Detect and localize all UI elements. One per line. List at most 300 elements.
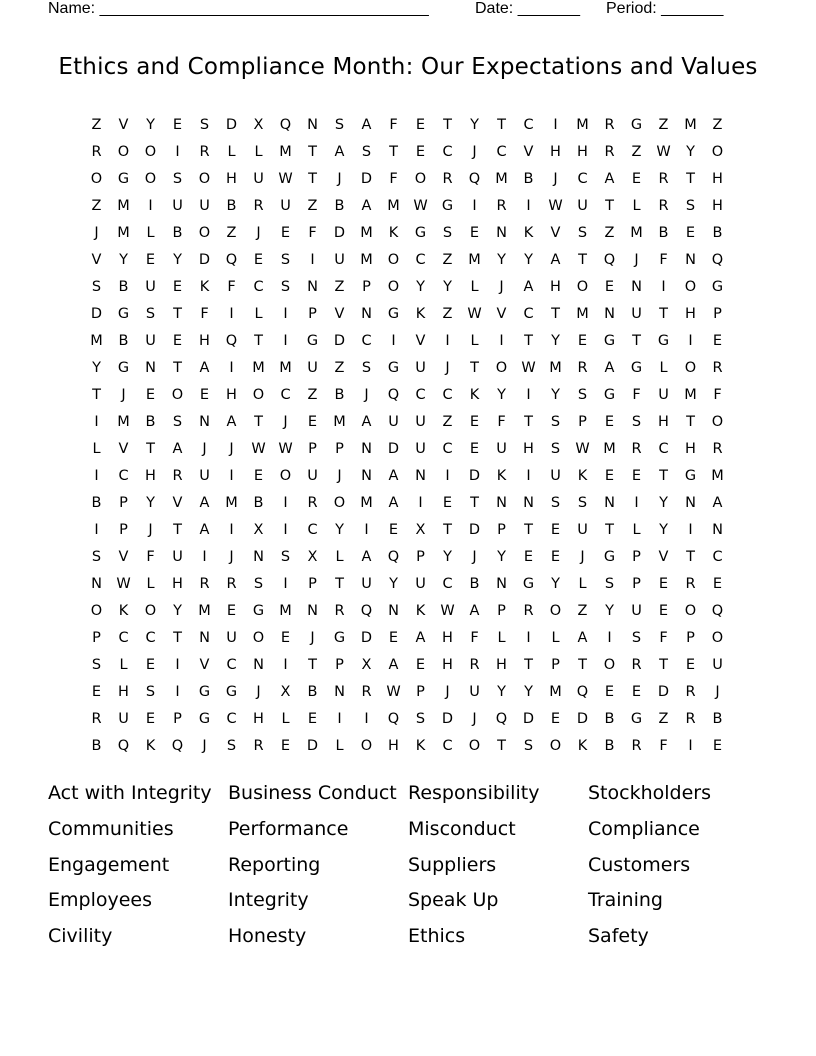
grid-letter[interactable]: I xyxy=(202,549,207,565)
grid-letter[interactable]: Z xyxy=(91,198,102,214)
grid-letter[interactable]: E xyxy=(631,684,642,700)
grid-letter[interactable]: B xyxy=(172,225,183,241)
grid-letter[interactable]: C xyxy=(523,306,534,322)
grid-letter[interactable]: E xyxy=(145,387,156,403)
grid-letter[interactable]: Q xyxy=(576,684,589,700)
grid-letter[interactable]: I xyxy=(229,306,234,322)
grid-letter[interactable]: C xyxy=(658,441,669,457)
grid-letter[interactable]: F xyxy=(200,306,209,322)
grid-letter[interactable]: T xyxy=(92,387,101,403)
grid-letter[interactable]: G xyxy=(333,630,346,646)
grid-letter[interactable]: P xyxy=(308,306,317,322)
grid-letter[interactable]: T xyxy=(389,144,398,160)
grid-letter[interactable]: E xyxy=(172,333,183,349)
grid-letter[interactable]: O xyxy=(684,603,697,619)
grid-letter[interactable]: O xyxy=(711,144,724,160)
grid-letter[interactable]: R xyxy=(496,198,507,214)
grid-letter[interactable]: A xyxy=(712,495,723,511)
grid-letter[interactable]: K xyxy=(523,225,534,241)
grid-letter[interactable]: N xyxy=(415,468,426,484)
grid-letter[interactable]: V xyxy=(118,441,129,457)
grid-letter[interactable]: O xyxy=(279,468,292,484)
grid-letter[interactable]: N xyxy=(91,576,102,592)
grid-letter[interactable]: I xyxy=(472,198,477,214)
grid-letter[interactable]: R xyxy=(685,684,696,700)
grid-letter[interactable]: P xyxy=(551,657,560,673)
grid-letter[interactable]: M xyxy=(117,414,130,430)
grid-letter[interactable]: P xyxy=(173,711,182,727)
grid-letter[interactable]: U xyxy=(199,468,210,484)
grid-letter[interactable]: M xyxy=(549,684,562,700)
grid-letter[interactable]: Y xyxy=(659,522,668,538)
grid-letter[interactable]: Q xyxy=(225,252,238,268)
grid-letter[interactable]: S xyxy=(577,225,588,241)
grid-letter[interactable]: O xyxy=(90,603,103,619)
grid-letter[interactable]: R xyxy=(172,468,183,484)
grid-letter[interactable]: L xyxy=(497,630,506,646)
grid-letter[interactable]: O xyxy=(684,360,697,376)
grid-letter[interactable]: P xyxy=(686,630,695,646)
grid-letter[interactable]: E xyxy=(307,711,318,727)
grid-letter[interactable]: P xyxy=(119,522,128,538)
grid-letter[interactable]: N xyxy=(307,603,318,619)
grid-letter[interactable]: Y xyxy=(146,495,155,511)
grid-letter[interactable]: D xyxy=(387,441,400,457)
grid-letter[interactable]: J xyxy=(445,360,450,376)
grid-letter[interactable]: I xyxy=(364,522,369,538)
grid-letter[interactable]: P xyxy=(497,522,506,538)
grid-letter[interactable]: S xyxy=(334,117,345,133)
grid-letter[interactable]: I xyxy=(526,387,531,403)
grid-letter[interactable]: O xyxy=(198,225,211,241)
grid-letter[interactable]: T xyxy=(308,171,317,187)
grid-letter[interactable]: W xyxy=(521,360,536,376)
grid-letter[interactable]: M xyxy=(603,441,616,457)
grid-letter[interactable]: C xyxy=(442,387,453,403)
grid-letter[interactable]: H xyxy=(145,468,156,484)
grid-letter[interactable]: J xyxy=(310,630,315,646)
grid-letter[interactable]: T xyxy=(524,333,533,349)
grid-letter[interactable]: C xyxy=(496,144,507,160)
grid-letter[interactable]: T xyxy=(254,333,263,349)
grid-letter[interactable]: S xyxy=(442,225,453,241)
grid-letter[interactable]: Z xyxy=(658,711,669,727)
grid-letter[interactable]: T xyxy=(578,657,587,673)
grid-letter[interactable]: J xyxy=(337,468,342,484)
grid-letter[interactable]: F xyxy=(713,387,722,403)
grid-letter[interactable]: E xyxy=(550,549,561,565)
grid-letter[interactable]: T xyxy=(659,657,668,673)
grid-letter[interactable]: H xyxy=(685,306,696,322)
grid-letter[interactable]: N xyxy=(523,495,534,511)
grid-letter[interactable]: M xyxy=(684,387,697,403)
grid-letter[interactable]: I xyxy=(175,657,180,673)
grid-letter[interactable]: H xyxy=(199,333,210,349)
grid-letter[interactable]: H xyxy=(226,171,237,187)
grid-letter[interactable]: A xyxy=(415,630,426,646)
grid-letter[interactable]: I xyxy=(283,306,288,322)
grid-letter[interactable]: G xyxy=(657,333,670,349)
grid-letter[interactable]: K xyxy=(415,603,426,619)
grid-letter[interactable]: N xyxy=(307,117,318,133)
grid-letter[interactable]: E xyxy=(172,117,183,133)
grid-letter[interactable]: D xyxy=(360,171,373,187)
grid-letter[interactable]: M xyxy=(630,225,643,241)
grid-letter[interactable]: Q xyxy=(279,117,292,133)
grid-letter[interactable]: A xyxy=(604,360,615,376)
grid-letter[interactable]: N xyxy=(496,495,507,511)
grid-letter[interactable]: R xyxy=(334,603,345,619)
grid-letter[interactable]: O xyxy=(252,630,265,646)
grid-letter[interactable]: E xyxy=(550,522,561,538)
grid-letter[interactable]: C xyxy=(253,279,264,295)
grid-letter[interactable]: G xyxy=(117,360,130,376)
grid-letter[interactable]: D xyxy=(441,711,454,727)
grid-letter[interactable]: S xyxy=(577,387,588,403)
grid-letter[interactable]: J xyxy=(256,684,261,700)
grid-letter[interactable]: A xyxy=(388,495,399,511)
grid-letter[interactable]: O xyxy=(549,603,562,619)
grid-letter[interactable]: L xyxy=(470,279,479,295)
grid-letter[interactable]: D xyxy=(90,306,103,322)
grid-letter[interactable]: Y xyxy=(524,684,533,700)
grid-letter[interactable]: A xyxy=(334,144,345,160)
grid-letter[interactable]: L xyxy=(254,144,263,160)
grid-letter[interactable]: P xyxy=(308,576,317,592)
grid-letter[interactable]: Y xyxy=(497,387,506,403)
grid-letter[interactable]: L xyxy=(659,360,668,376)
grid-letter[interactable]: E xyxy=(226,603,237,619)
grid-letter[interactable]: F xyxy=(659,738,668,754)
grid-letter[interactable]: G xyxy=(387,360,400,376)
grid-letter[interactable]: J xyxy=(229,549,234,565)
grid-letter[interactable]: W xyxy=(278,441,293,457)
grid-letter[interactable]: A xyxy=(361,198,372,214)
grid-letter[interactable]: C xyxy=(415,387,426,403)
grid-letter[interactable]: S xyxy=(361,144,372,160)
grid-letter[interactable]: T xyxy=(524,522,533,538)
grid-letter[interactable]: X xyxy=(415,522,426,538)
grid-letter[interactable]: O xyxy=(117,144,130,160)
grid-letter[interactable]: P xyxy=(308,441,317,457)
grid-letter[interactable]: G xyxy=(225,684,238,700)
grid-letter[interactable]: L xyxy=(632,522,641,538)
grid-letter[interactable]: G xyxy=(630,117,643,133)
grid-letter[interactable]: Q xyxy=(468,171,481,187)
grid-letter[interactable]: R xyxy=(253,198,264,214)
grid-letter[interactable]: Y xyxy=(470,117,479,133)
grid-letter[interactable]: B xyxy=(712,711,723,727)
grid-letter[interactable]: U xyxy=(226,630,237,646)
grid-letter[interactable]: L xyxy=(227,144,236,160)
grid-letter[interactable]: E xyxy=(469,225,480,241)
grid-letter[interactable]: T xyxy=(659,306,668,322)
grid-letter[interactable]: K xyxy=(118,603,129,619)
grid-letter[interactable]: J xyxy=(445,684,450,700)
grid-letter[interactable]: P xyxy=(119,495,128,511)
grid-letter[interactable]: B xyxy=(118,279,129,295)
grid-letter[interactable]: T xyxy=(686,414,695,430)
grid-letter[interactable]: A xyxy=(361,549,372,565)
grid-letter[interactable]: S xyxy=(145,306,156,322)
grid-letter[interactable]: R xyxy=(685,711,696,727)
grid-letter[interactable]: U xyxy=(577,522,588,538)
grid-letter[interactable]: Y xyxy=(335,522,344,538)
grid-letter[interactable]: U xyxy=(415,576,426,592)
grid-letter[interactable]: E xyxy=(280,738,291,754)
grid-letter[interactable]: L xyxy=(146,225,155,241)
grid-letter[interactable]: Z xyxy=(334,360,345,376)
grid-letter[interactable]: U xyxy=(280,198,291,214)
grid-letter[interactable]: N xyxy=(496,225,507,241)
grid-letter[interactable]: M xyxy=(279,603,292,619)
grid-letter[interactable]: X xyxy=(361,657,372,673)
grid-letter[interactable]: T xyxy=(470,495,479,511)
grid-letter[interactable]: A xyxy=(199,495,210,511)
grid-letter[interactable]: E xyxy=(145,252,156,268)
grid-letter[interactable]: Q xyxy=(387,387,400,403)
grid-letter[interactable]: U xyxy=(145,333,156,349)
grid-letter[interactable]: D xyxy=(360,630,373,646)
grid-letter[interactable]: P xyxy=(335,441,344,457)
grid-letter[interactable]: R xyxy=(523,603,534,619)
grid-letter[interactable]: L xyxy=(335,549,344,565)
grid-letter[interactable]: R xyxy=(604,144,615,160)
grid-letter[interactable]: Q xyxy=(387,711,400,727)
grid-letter[interactable]: F xyxy=(632,387,641,403)
grid-letter[interactable]: I xyxy=(229,468,234,484)
grid-letter[interactable]: I xyxy=(661,279,666,295)
grid-letter[interactable]: M xyxy=(333,414,346,430)
grid-letter[interactable]: O xyxy=(549,738,562,754)
grid-letter[interactable]: E xyxy=(415,657,426,673)
grid-letter[interactable]: A xyxy=(226,414,237,430)
grid-letter[interactable]: J xyxy=(202,441,207,457)
grid-letter[interactable]: K xyxy=(199,279,210,295)
grid-letter[interactable]: A xyxy=(361,117,372,133)
grid-letter[interactable]: Q xyxy=(603,252,616,268)
grid-letter[interactable]: S xyxy=(550,441,561,457)
grid-letter[interactable]: Y xyxy=(443,279,452,295)
grid-letter[interactable]: N xyxy=(199,630,210,646)
grid-letter[interactable]: U xyxy=(145,279,156,295)
grid-letter[interactable]: S xyxy=(172,414,183,430)
grid-letter[interactable]: C xyxy=(415,252,426,268)
grid-letter[interactable]: A xyxy=(604,171,615,187)
grid-letter[interactable]: E xyxy=(280,225,291,241)
grid-letter[interactable]: E xyxy=(577,333,588,349)
grid-letter[interactable]: O xyxy=(198,171,211,187)
grid-letter[interactable]: S xyxy=(91,549,102,565)
grid-letter[interactable]: R xyxy=(91,144,102,160)
grid-letter[interactable]: R xyxy=(442,171,453,187)
grid-letter[interactable]: H xyxy=(226,387,237,403)
grid-letter[interactable]: W xyxy=(440,603,455,619)
grid-letter[interactable]: N xyxy=(361,441,372,457)
grid-letter[interactable]: N xyxy=(631,279,642,295)
grid-letter[interactable]: E xyxy=(550,711,561,727)
grid-letter[interactable]: B xyxy=(334,198,345,214)
grid-letter[interactable]: E xyxy=(631,468,642,484)
grid-letter[interactable]: D xyxy=(225,117,238,133)
grid-letter[interactable]: B xyxy=(91,495,102,511)
grid-letter[interactable]: O xyxy=(360,738,373,754)
grid-letter[interactable]: A xyxy=(577,630,588,646)
grid-letter[interactable]: U xyxy=(307,468,318,484)
grid-letter[interactable]: K xyxy=(415,738,426,754)
grid-letter[interactable]: D xyxy=(468,522,481,538)
grid-letter[interactable]: W xyxy=(413,198,428,214)
grid-letter[interactable]: W xyxy=(386,684,401,700)
grid-letter[interactable]: I xyxy=(94,522,99,538)
grid-letter[interactable]: S xyxy=(577,495,588,511)
grid-letter[interactable]: M xyxy=(252,360,265,376)
grid-letter[interactable]: L xyxy=(470,333,479,349)
grid-letter[interactable]: R xyxy=(469,657,480,673)
grid-letter[interactable]: Y xyxy=(146,117,155,133)
grid-letter[interactable]: P xyxy=(416,684,425,700)
grid-letter[interactable]: I xyxy=(229,360,234,376)
grid-letter[interactable]: B xyxy=(226,198,237,214)
grid-letter[interactable]: U xyxy=(415,360,426,376)
grid-letter[interactable]: H xyxy=(550,144,561,160)
grid-letter[interactable]: V xyxy=(172,495,183,511)
grid-letter[interactable]: U xyxy=(496,441,507,457)
grid-letter[interactable]: R xyxy=(712,441,723,457)
grid-letter[interactable]: R xyxy=(631,441,642,457)
grid-letter[interactable]: L xyxy=(632,198,641,214)
grid-letter[interactable]: P xyxy=(335,657,344,673)
grid-letter[interactable]: O xyxy=(90,171,103,187)
grid-letter[interactable]: E xyxy=(172,279,183,295)
grid-letter[interactable]: D xyxy=(333,225,346,241)
grid-letter[interactable]: G xyxy=(414,225,427,241)
grid-letter[interactable]: H xyxy=(442,657,453,673)
grid-letter[interactable]: W xyxy=(278,171,293,187)
grid-letter[interactable]: R xyxy=(685,576,696,592)
grid-letter[interactable]: H xyxy=(550,279,561,295)
grid-letter[interactable]: T xyxy=(659,468,668,484)
grid-letter[interactable]: N xyxy=(253,657,264,673)
grid-letter[interactable]: R xyxy=(307,495,318,511)
grid-letter[interactable]: R xyxy=(199,144,210,160)
grid-letter[interactable]: V xyxy=(550,225,561,241)
grid-letter[interactable]: A xyxy=(388,468,399,484)
grid-letter[interactable]: E xyxy=(712,576,723,592)
grid-letter[interactable]: E xyxy=(712,333,723,349)
grid-letter[interactable]: E xyxy=(280,630,291,646)
grid-letter[interactable]: B xyxy=(334,387,345,403)
grid-letter[interactable]: Z xyxy=(442,252,453,268)
grid-letter[interactable]: S xyxy=(415,711,426,727)
grid-letter[interactable]: S xyxy=(631,414,642,430)
grid-letter[interactable]: D xyxy=(198,252,211,268)
grid-letter[interactable]: M xyxy=(711,468,724,484)
grid-letter[interactable]: E xyxy=(712,738,723,754)
grid-letter[interactable]: X xyxy=(253,117,264,133)
grid-letter[interactable]: J xyxy=(715,684,720,700)
grid-letter[interactable]: I xyxy=(364,711,369,727)
grid-letter[interactable]: G xyxy=(603,549,616,565)
grid-letter[interactable]: J xyxy=(472,711,477,727)
grid-letter[interactable]: I xyxy=(688,333,693,349)
grid-letter[interactable]: C xyxy=(280,387,291,403)
grid-letter[interactable]: H xyxy=(712,198,723,214)
grid-letter[interactable]: B xyxy=(307,684,318,700)
grid-letter[interactable]: U xyxy=(172,198,183,214)
grid-letter[interactable]: D xyxy=(576,711,589,727)
grid-letter[interactable]: E xyxy=(253,468,264,484)
grid-letter[interactable]: U xyxy=(361,576,372,592)
grid-letter[interactable]: C xyxy=(118,468,129,484)
grid-letter[interactable]: I xyxy=(526,198,531,214)
grid-letter[interactable]: V xyxy=(199,657,210,673)
grid-letter[interactable]: E xyxy=(685,225,696,241)
grid-letter[interactable]: N xyxy=(361,306,372,322)
grid-letter[interactable]: P xyxy=(632,576,641,592)
grid-letter[interactable]: I xyxy=(445,468,450,484)
grid-letter[interactable]: Z xyxy=(631,144,642,160)
grid-letter[interactable]: M xyxy=(495,171,508,187)
grid-letter[interactable]: K xyxy=(496,468,507,484)
grid-letter[interactable]: F xyxy=(659,252,668,268)
grid-letter[interactable]: Q xyxy=(171,738,184,754)
grid-letter[interactable]: Z xyxy=(712,117,723,133)
grid-letter[interactable]: S xyxy=(145,684,156,700)
grid-letter[interactable]: U xyxy=(577,198,588,214)
grid-letter[interactable]: T xyxy=(605,198,614,214)
grid-letter[interactable]: E xyxy=(604,684,615,700)
grid-letter[interactable]: H xyxy=(577,144,588,160)
grid-letter[interactable]: J xyxy=(229,441,234,457)
grid-letter[interactable]: M xyxy=(576,306,589,322)
grid-letter[interactable]: W xyxy=(548,198,563,214)
grid-letter[interactable]: U xyxy=(712,657,723,673)
grid-letter[interactable]: K xyxy=(469,387,480,403)
grid-letter[interactable]: M xyxy=(576,117,589,133)
grid-letter[interactable]: Y xyxy=(497,549,506,565)
grid-letter[interactable]: C xyxy=(145,630,156,646)
grid-letter[interactable]: Y xyxy=(551,333,560,349)
grid-letter[interactable]: O xyxy=(468,738,481,754)
grid-letter[interactable]: I xyxy=(283,495,288,511)
grid-letter[interactable]: T xyxy=(254,414,263,430)
grid-letter[interactable]: G xyxy=(630,711,643,727)
grid-letter[interactable]: Z xyxy=(334,279,345,295)
grid-letter[interactable]: T xyxy=(470,360,479,376)
grid-letter[interactable]: G xyxy=(684,468,697,484)
grid-letter[interactable]: S xyxy=(199,117,210,133)
grid-letter[interactable]: N xyxy=(307,279,318,295)
grid-letter[interactable]: D xyxy=(468,468,481,484)
grid-letter[interactable]: T xyxy=(524,657,533,673)
grid-letter[interactable]: J xyxy=(472,549,477,565)
grid-letter[interactable]: E xyxy=(415,117,426,133)
grid-letter[interactable]: B xyxy=(712,225,723,241)
grid-letter[interactable]: L xyxy=(578,576,587,592)
grid-letter[interactable]: S xyxy=(226,738,237,754)
grid-letter[interactable]: N xyxy=(604,306,615,322)
grid-letter[interactable]: J xyxy=(202,738,207,754)
grid-letter[interactable]: A xyxy=(550,252,561,268)
grid-letter[interactable]: K xyxy=(577,738,588,754)
grid-letter[interactable]: O xyxy=(387,252,400,268)
grid-letter[interactable]: V xyxy=(118,549,129,565)
grid-letter[interactable]: U xyxy=(415,414,426,430)
grid-letter[interactable]: Y xyxy=(389,576,398,592)
grid-letter[interactable]: M xyxy=(279,360,292,376)
grid-letter[interactable]: O xyxy=(144,603,157,619)
